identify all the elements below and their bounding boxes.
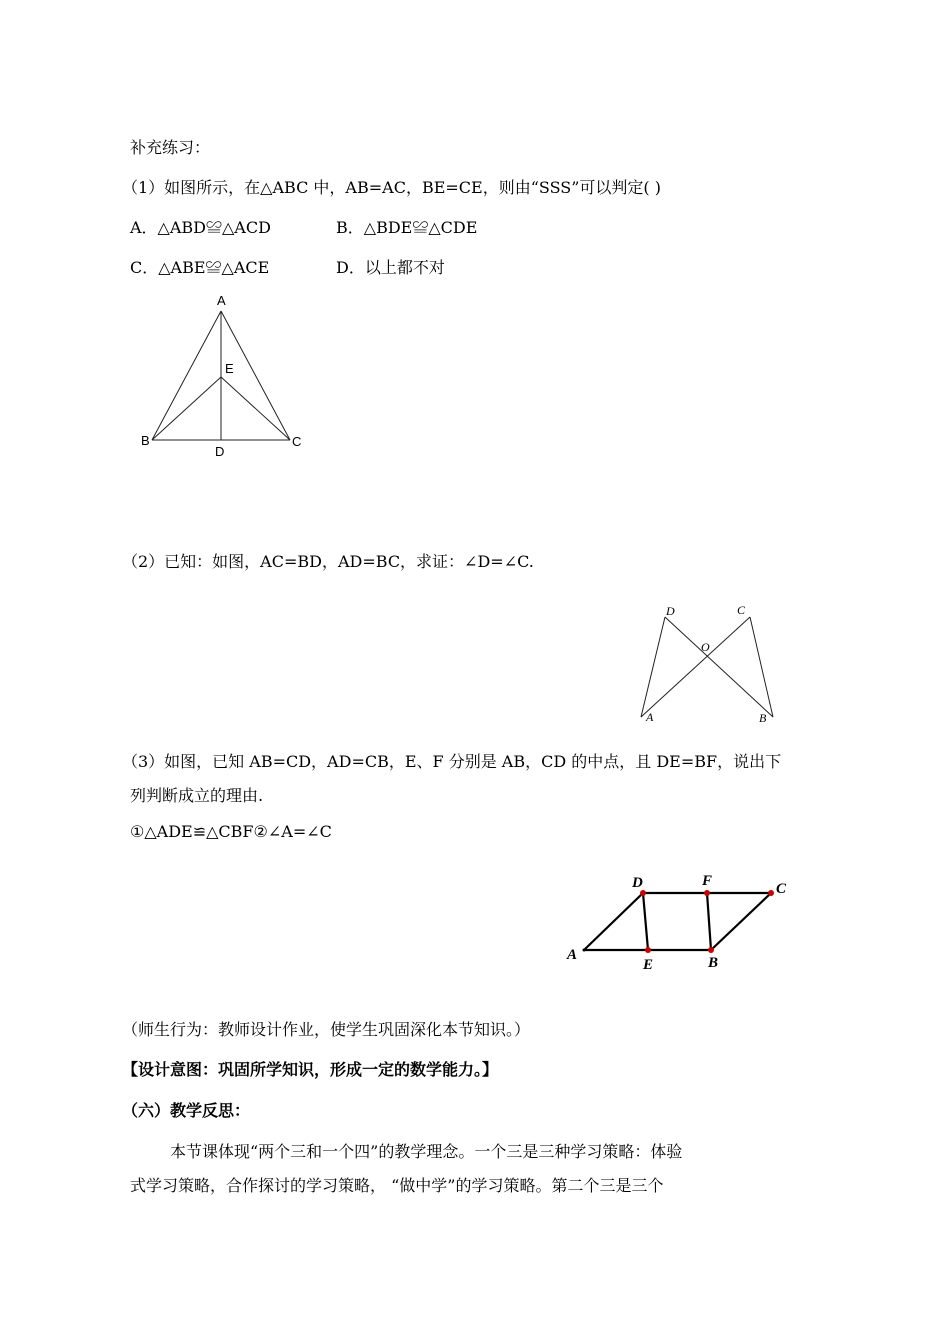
- reflection-line2: 式学习策略，合作探讨的学习策略， “做中学”的学习策略。第二个三是三个: [130, 1176, 664, 1195]
- q3-stem-line1: （3）如图，已知 AB=CD，AD=CB，E、F 分别是 AB，CD 的中点，且 DE=BF，说出下: [122, 752, 782, 771]
- q3-label-b: B: [708, 955, 719, 971]
- q2-label-d: D: [666, 604, 675, 618]
- segment-ad: [584, 893, 643, 950]
- q2-label-a: A: [646, 710, 654, 724]
- q2-label-o: O: [701, 640, 710, 654]
- q1-option-c: C．△ABE≌△ACE: [130, 258, 270, 277]
- q3-items: ①△ADE≌△CBF②∠A=∠C: [130, 822, 332, 841]
- design-intent: 【设计意图：巩固所学知识，形成一定的数学能力。】: [122, 1060, 499, 1079]
- q2-stem: （2）已知：如图，AC=BD，AD=BC，求证：∠D=∠C.: [122, 552, 534, 571]
- point-b: [708, 947, 714, 953]
- q2-label-c: C: [737, 603, 746, 617]
- reflection-heading: （六）教学反思：: [122, 1101, 251, 1120]
- q1-label-d: D: [215, 444, 225, 459]
- segment-fb: [707, 893, 711, 950]
- segment-de: [643, 893, 648, 950]
- q3-label-c: C: [776, 881, 787, 897]
- point-f: [704, 890, 710, 896]
- q1-stem: （1）如图所示，在△ABC 中，AB=AC，BE=CE，则由“SSS”可以判定( ): [122, 178, 661, 197]
- q1-option-a: A．△ABD≌△ACD: [130, 218, 271, 237]
- q3-label-f: F: [702, 873, 713, 889]
- q1-option-b: B．△BDE≌△CDE: [336, 218, 478, 237]
- q1-label-b: B: [141, 433, 150, 448]
- q1-label-c: C: [292, 434, 302, 449]
- q1-option-d: D．以上都不对: [336, 258, 445, 277]
- q3-label-a: A: [567, 947, 578, 963]
- q3-label-d: D: [632, 875, 643, 891]
- point-e: [645, 947, 651, 953]
- point-c: [768, 890, 774, 896]
- section-title: 补充练习：: [130, 138, 211, 157]
- segment-bc: [711, 893, 771, 950]
- q1-label-a: A: [217, 293, 226, 308]
- behavior-note: （师生行为：教师设计作业，使学生巩固深化本节知识。）: [122, 1020, 531, 1039]
- q3-stem-line2: 列判断成立的理由.: [130, 786, 264, 805]
- point-a: [583, 949, 586, 952]
- q1-label-e: E: [225, 361, 234, 376]
- q3-label-e: E: [643, 957, 654, 973]
- q2-label-b: B: [759, 711, 767, 725]
- reflection-line1: 本节课体现“两个三和一个四”的教学理念。一个三是三种学习策略：体验: [170, 1142, 683, 1161]
